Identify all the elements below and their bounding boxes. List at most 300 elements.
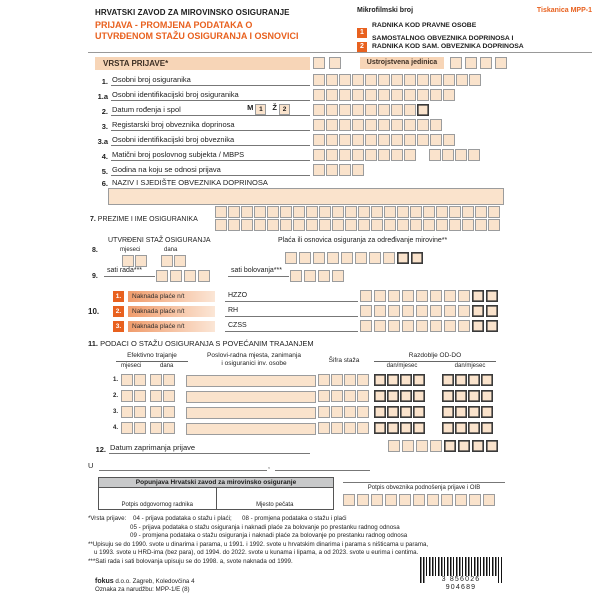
field-6	[90, 178, 310, 188]
form-cell[interactable]	[397, 206, 409, 218]
form-cell[interactable]	[357, 406, 369, 418]
form-cell[interactable]	[358, 219, 370, 231]
form-cell[interactable]	[475, 206, 487, 218]
form-cell[interactable]	[417, 119, 429, 131]
form-cell[interactable]	[458, 440, 470, 452]
form-cell[interactable]	[326, 119, 338, 131]
form-cell[interactable]	[280, 219, 292, 231]
form-cell[interactable]	[430, 74, 442, 86]
payer-signature-line[interactable]	[343, 482, 505, 483]
form-cell[interactable]	[388, 305, 400, 317]
form-cell[interactable]	[313, 119, 325, 131]
form-cell[interactable]	[371, 219, 383, 231]
form-cell[interactable]	[469, 74, 481, 86]
office-stamp-cell[interactable]	[217, 488, 334, 509]
form-cell[interactable]	[365, 149, 377, 161]
form-cell[interactable]	[387, 422, 399, 434]
form-cell[interactable]	[413, 374, 425, 386]
form-cell[interactable]	[228, 219, 240, 231]
form-cell[interactable]	[455, 390, 467, 402]
form-cell[interactable]	[417, 74, 429, 86]
form-cell[interactable]	[397, 252, 409, 264]
form-cell[interactable]	[313, 164, 325, 176]
form-cell[interactable]	[318, 422, 330, 434]
form-cell[interactable]	[391, 74, 403, 86]
form-cell[interactable]	[174, 255, 186, 267]
payer-name-field[interactable]	[108, 188, 504, 205]
form-cell[interactable]	[360, 290, 372, 302]
form-cell[interactable]	[441, 494, 453, 506]
allowance-3-boxes	[360, 320, 500, 338]
form-cell[interactable]	[156, 270, 168, 282]
form-cell[interactable]	[486, 305, 498, 317]
form-cell[interactable]	[352, 134, 364, 146]
form-cell[interactable]	[430, 89, 442, 101]
form-cell[interactable]	[378, 104, 390, 116]
form-cell[interactable]	[329, 57, 341, 69]
form-cell[interactable]	[369, 252, 381, 264]
form-cell[interactable]	[416, 305, 428, 317]
form-cell[interactable]	[374, 290, 386, 302]
form-cell[interactable]	[150, 406, 162, 418]
form-cell[interactable]	[410, 206, 422, 218]
form-cell[interactable]	[318, 390, 330, 402]
form-cell[interactable]	[442, 406, 454, 418]
form-cell[interactable]	[458, 290, 470, 302]
form-cell[interactable]	[443, 74, 455, 86]
form-cell[interactable]	[462, 219, 474, 231]
form-cell[interactable]	[384, 219, 396, 231]
form-cell[interactable]	[400, 406, 412, 418]
form-cell[interactable]	[444, 440, 456, 452]
form-cell[interactable]	[486, 290, 498, 302]
field-2-label-text: Datum rođenja i spol	[112, 105, 181, 114]
header-divider	[88, 52, 592, 53]
form-cell[interactable]	[481, 374, 493, 386]
sick-hours-boxes	[290, 270, 346, 288]
form-cell[interactable]	[455, 494, 467, 506]
form-cell[interactable]	[332, 206, 344, 218]
staz-row-3-jobs-field[interactable]	[186, 407, 316, 419]
form-cell[interactable]	[374, 320, 386, 332]
form-cell[interactable]	[374, 406, 386, 418]
form-cell[interactable]	[339, 134, 351, 146]
allowance-3-badge: 3.	[113, 321, 124, 332]
form-cell[interactable]	[339, 164, 351, 176]
form-cell[interactable]	[134, 406, 146, 418]
form-cell[interactable]	[455, 374, 467, 386]
field-6-number: 6.	[101, 179, 108, 188]
form-cell[interactable]	[458, 320, 470, 332]
form-cell[interactable]	[150, 390, 162, 402]
form-cell[interactable]	[365, 119, 377, 131]
form-cell[interactable]	[384, 206, 396, 218]
form-cell[interactable]	[388, 290, 400, 302]
form-cell[interactable]	[468, 374, 480, 386]
form-cell[interactable]	[357, 390, 369, 402]
female-code-box[interactable]: 2	[279, 104, 290, 115]
form-cell[interactable]	[442, 422, 454, 434]
form-cell[interactable]	[326, 149, 338, 161]
form-cell[interactable]	[170, 270, 182, 282]
form-cell[interactable]	[443, 134, 455, 146]
form-cell[interactable]	[481, 390, 493, 402]
form-cell[interactable]	[480, 57, 492, 69]
form-cell[interactable]	[352, 104, 364, 116]
form-cell[interactable]	[400, 374, 412, 386]
form-cell[interactable]	[228, 206, 240, 218]
form-cell[interactable]	[436, 219, 448, 231]
form-cell[interactable]	[339, 89, 351, 101]
form-cell[interactable]	[468, 390, 480, 402]
form-cell[interactable]	[404, 104, 416, 116]
form-cell[interactable]	[344, 422, 356, 434]
form-cell[interactable]	[304, 270, 316, 282]
form-cell[interactable]	[430, 290, 442, 302]
form-cell[interactable]	[430, 440, 442, 452]
form-cell[interactable]	[404, 119, 416, 131]
form-cell[interactable]	[442, 149, 454, 161]
form-cell[interactable]	[267, 206, 279, 218]
form-cell[interactable]	[293, 219, 305, 231]
barcode-digits: 3 856026 904689	[425, 576, 497, 592]
form-cell[interactable]	[472, 305, 484, 317]
form-cell[interactable]	[293, 206, 305, 218]
form-cell[interactable]	[417, 134, 429, 146]
form-cell[interactable]	[371, 206, 383, 218]
field-2	[90, 105, 310, 116]
field-10-number: 10.	[88, 307, 100, 316]
form-cell[interactable]	[378, 119, 390, 131]
form-cell[interactable]	[365, 134, 377, 146]
form-cell[interactable]	[360, 305, 372, 317]
form-cell[interactable]	[430, 119, 442, 131]
form-cell[interactable]	[413, 422, 425, 434]
form-cell[interactable]	[306, 219, 318, 231]
form-cell[interactable]	[413, 406, 425, 418]
form-cell[interactable]	[121, 406, 133, 418]
form-cell[interactable]	[215, 206, 227, 218]
form-cell[interactable]	[357, 494, 369, 506]
field-4	[90, 150, 310, 161]
form-cell[interactable]	[163, 390, 175, 402]
form-cell[interactable]	[134, 390, 146, 402]
form-cell[interactable]	[458, 305, 470, 317]
form-cell[interactable]	[365, 74, 377, 86]
form-cell[interactable]	[462, 206, 474, 218]
form-cell[interactable]	[319, 206, 331, 218]
staz-row-1-jobs-field[interactable]	[186, 375, 316, 387]
form-cell[interactable]	[455, 406, 467, 418]
form-cell[interactable]	[150, 374, 162, 386]
form-cell[interactable]	[357, 374, 369, 386]
field-3a-number: 3.a	[97, 137, 108, 146]
form-cell[interactable]	[326, 164, 338, 176]
office-use-table	[98, 477, 334, 510]
form-cell[interactable]	[423, 206, 435, 218]
form-cell[interactable]	[449, 219, 461, 231]
form-cell[interactable]	[423, 219, 435, 231]
form-cell[interactable]	[241, 219, 253, 231]
form-cell[interactable]	[391, 89, 403, 101]
form-cell[interactable]	[374, 305, 386, 317]
form-cell[interactable]	[402, 440, 414, 452]
form-cell[interactable]	[387, 390, 399, 402]
form-cell[interactable]	[442, 374, 454, 386]
form-cell[interactable]	[391, 119, 403, 131]
form-cell[interactable]	[417, 104, 429, 116]
form-cell[interactable]	[121, 374, 133, 386]
form-cell[interactable]	[385, 494, 397, 506]
form-cell[interactable]	[215, 219, 227, 231]
footnote-1b: 04 - prijava podataka o stažu i plaći;	[133, 515, 232, 522]
form-cell[interactable]	[488, 206, 500, 218]
form-cell[interactable]	[331, 390, 343, 402]
form-cell[interactable]	[486, 440, 498, 452]
form-cell[interactable]	[472, 320, 484, 332]
form-cell[interactable]	[410, 219, 422, 231]
form-cell[interactable]	[318, 406, 330, 418]
form-cell[interactable]	[352, 74, 364, 86]
form-cell[interactable]	[475, 219, 487, 231]
form-cell[interactable]	[184, 270, 196, 282]
form-cell[interactable]	[365, 104, 377, 116]
form-cell[interactable]	[326, 134, 338, 146]
form-cell[interactable]	[455, 149, 467, 161]
form-cell[interactable]	[352, 89, 364, 101]
form-cell[interactable]	[343, 494, 355, 506]
form-cell[interactable]	[352, 164, 364, 176]
form-cell[interactable]	[404, 134, 416, 146]
form-cell[interactable]	[371, 494, 383, 506]
form-cell[interactable]	[326, 104, 338, 116]
form-cell[interactable]	[344, 374, 356, 386]
form-cell[interactable]	[374, 374, 386, 386]
office-use-header: Popunjava Hrvatski zavod za mirovinsko osiguranje	[99, 478, 333, 488]
form-cell[interactable]	[404, 89, 416, 101]
form-cell[interactable]	[483, 494, 495, 506]
form-cell[interactable]	[378, 74, 390, 86]
form-cell[interactable]	[430, 134, 442, 146]
form-cell[interactable]	[411, 252, 423, 264]
type-1-number-badge: 1	[357, 28, 367, 38]
form-cell[interactable]	[468, 406, 480, 418]
form-cell[interactable]	[331, 374, 343, 386]
office-signature-cell[interactable]	[99, 488, 217, 509]
form-cell[interactable]	[332, 219, 344, 231]
field-11-label: PODACI O STAŽU OSIGURANJA S POVEĆANIM TRAJANJEM	[100, 339, 314, 348]
form-cell[interactable]	[198, 270, 210, 282]
form-cell[interactable]	[374, 422, 386, 434]
form-cell[interactable]	[331, 406, 343, 418]
form-cell[interactable]	[163, 374, 175, 386]
form-cell[interactable]	[456, 74, 468, 86]
form-cell[interactable]	[358, 206, 370, 218]
payer-signature-caption: Potpis obveznika podnošenja prijave i OIB	[367, 485, 481, 491]
field-7	[90, 216, 198, 224]
form-cell[interactable]	[374, 390, 386, 402]
form-cell[interactable]	[378, 134, 390, 146]
form-cell[interactable]	[318, 374, 330, 386]
form-cell[interactable]	[318, 270, 330, 282]
form-cell[interactable]	[391, 134, 403, 146]
form-cell[interactable]	[319, 219, 331, 231]
form-cell[interactable]	[344, 390, 356, 402]
form-cell[interactable]	[378, 149, 390, 161]
form-cell[interactable]	[388, 440, 400, 452]
form-cell[interactable]	[416, 320, 428, 332]
form-cell[interactable]	[326, 74, 338, 86]
form-cell[interactable]	[455, 422, 467, 434]
form-cell[interactable]	[416, 290, 428, 302]
form-cell[interactable]	[427, 494, 439, 506]
form-cell[interactable]	[163, 422, 175, 434]
field-8-number: 8.	[92, 247, 98, 254]
form-cell[interactable]	[378, 89, 390, 101]
staz-row-2-jobs-field[interactable]	[186, 391, 316, 403]
form-cell[interactable]	[313, 252, 325, 264]
form-cell[interactable]	[241, 206, 253, 218]
form-cell[interactable]	[121, 390, 133, 402]
form-cell[interactable]	[472, 290, 484, 302]
form-cell[interactable]	[357, 422, 369, 434]
form-cell[interactable]	[327, 252, 339, 264]
staz-row-4-jobs-field[interactable]	[186, 423, 316, 435]
form-cell[interactable]	[442, 390, 454, 402]
form-cell[interactable]	[313, 104, 325, 116]
form-cell[interactable]	[331, 422, 343, 434]
form-cell[interactable]	[391, 104, 403, 116]
field-5-boxes	[313, 164, 365, 182]
allowance-2-org: RH	[225, 306, 358, 317]
form-cell[interactable]	[313, 134, 325, 146]
form-cell[interactable]	[400, 390, 412, 402]
form-cell[interactable]	[402, 290, 414, 302]
form-cell[interactable]	[332, 270, 344, 282]
form-cell[interactable]	[299, 252, 311, 264]
form-cell[interactable]	[430, 320, 442, 332]
form-cell[interactable]	[161, 255, 173, 267]
form-cell[interactable]	[468, 422, 480, 434]
form-cell[interactable]	[450, 57, 462, 69]
form-cell[interactable]	[285, 252, 297, 264]
form-cell[interactable]	[344, 406, 356, 418]
form-cell[interactable]	[121, 422, 133, 434]
male-code-box[interactable]: 1	[255, 104, 266, 115]
allowance-3-org: CZSS	[225, 321, 358, 332]
form-cell[interactable]	[391, 149, 403, 161]
form-cell[interactable]	[387, 374, 399, 386]
form-cell[interactable]	[290, 270, 302, 282]
form-cell[interactable]	[163, 406, 175, 418]
form-cell[interactable]	[306, 206, 318, 218]
form-cell[interactable]	[397, 219, 409, 231]
form-cell[interactable]	[388, 320, 400, 332]
allowance-2-badge: 2.	[113, 306, 124, 317]
form-cell[interactable]	[488, 219, 500, 231]
form-cell[interactable]	[444, 290, 456, 302]
form-cell[interactable]	[443, 89, 455, 101]
form-cell[interactable]	[254, 206, 266, 218]
field-8-months-label: mjeseci	[120, 247, 141, 253]
col-jobs	[192, 352, 316, 368]
form-cell[interactable]	[472, 440, 484, 452]
form-cell[interactable]	[345, 219, 357, 231]
place-line[interactable]	[99, 470, 267, 471]
form-cell[interactable]	[404, 74, 416, 86]
form-cell[interactable]	[402, 305, 414, 317]
form-cell[interactable]	[387, 406, 399, 418]
form-cell[interactable]	[429, 149, 441, 161]
date-line[interactable]	[275, 470, 370, 471]
form-cell[interactable]	[495, 57, 507, 69]
field-4-label: Matični broj poslovnog subjekta / MBPS	[111, 150, 310, 161]
form-cell[interactable]	[313, 149, 325, 161]
form-cell[interactable]	[469, 494, 481, 506]
form-cell[interactable]	[400, 422, 412, 434]
form-cell[interactable]	[465, 57, 477, 69]
footnote-2: 05 - prijava podataka o stažu osiguranja i naknadi plaće za bolovanje po prestanku radnog odnosa	[130, 524, 400, 531]
col-eff-months: mjeseci	[121, 363, 142, 369]
form-cell[interactable]	[413, 390, 425, 402]
form-cell[interactable]	[444, 305, 456, 317]
form-cell[interactable]	[341, 252, 353, 264]
form-cell[interactable]	[313, 89, 325, 101]
form-cell[interactable]	[481, 406, 493, 418]
form-cell[interactable]	[413, 494, 425, 506]
form-cell[interactable]	[352, 119, 364, 131]
type-2-number-badge: 2	[357, 42, 367, 52]
form-cell[interactable]	[468, 149, 480, 161]
male-label: M	[247, 103, 254, 112]
form-cell[interactable]	[383, 252, 395, 264]
form-cell[interactable]	[254, 219, 266, 231]
form-cell[interactable]	[360, 320, 372, 332]
form-cell[interactable]	[355, 252, 367, 264]
form-cell[interactable]	[486, 320, 498, 332]
form-cell[interactable]	[481, 422, 493, 434]
form-cell[interactable]	[339, 74, 351, 86]
form-cell[interactable]	[280, 206, 292, 218]
form-cell[interactable]	[449, 206, 461, 218]
form-cell[interactable]	[430, 305, 442, 317]
form-cell[interactable]	[313, 74, 325, 86]
form-cell[interactable]	[402, 320, 414, 332]
form-cell[interactable]	[399, 494, 411, 506]
form-cell[interactable]	[339, 149, 351, 161]
footnote-1a: *Vrsta prijave:	[88, 515, 127, 522]
form-cell[interactable]	[352, 149, 364, 161]
field-1a-label: Osobni identifikacijski broj osiguranika	[111, 90, 310, 101]
form-cell[interactable]	[134, 374, 146, 386]
form-cell[interactable]	[134, 422, 146, 434]
form-cell[interactable]	[365, 89, 377, 101]
form-cell[interactable]	[339, 104, 351, 116]
form-cell[interactable]	[404, 149, 416, 161]
form-cell[interactable]	[150, 422, 162, 434]
field-11-title	[88, 340, 314, 348]
form-cell[interactable]	[313, 57, 325, 69]
form-cell[interactable]	[339, 119, 351, 131]
form-cell[interactable]	[345, 206, 357, 218]
form-cell[interactable]	[416, 440, 428, 452]
form-cell[interactable]	[267, 219, 279, 231]
form-cell[interactable]	[436, 206, 448, 218]
form-cell[interactable]	[417, 89, 429, 101]
org-unit-boxes	[450, 57, 510, 75]
form-cell[interactable]	[326, 89, 338, 101]
form-cell[interactable]	[444, 320, 456, 332]
